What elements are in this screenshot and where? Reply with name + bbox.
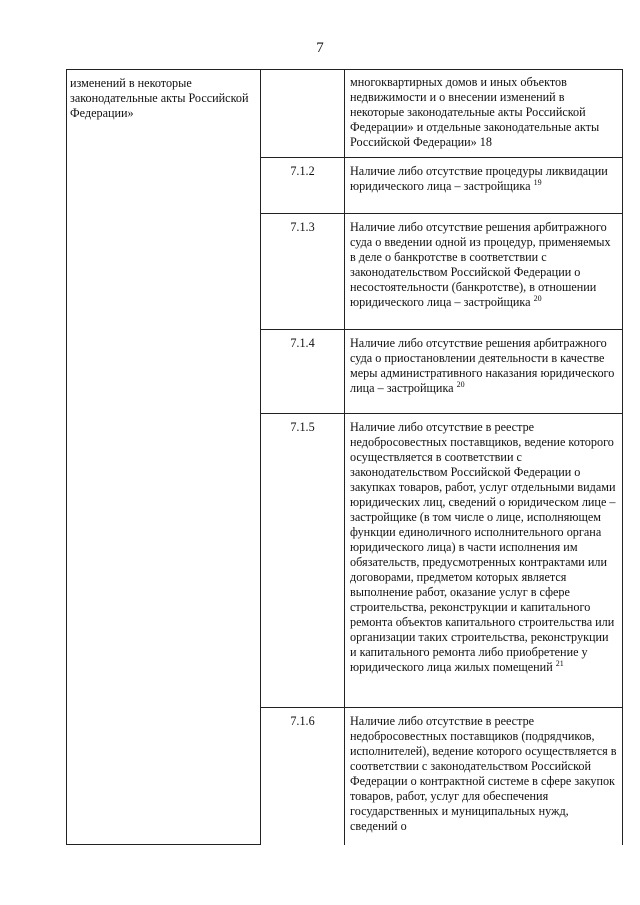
- item-text-cell: [345, 330, 623, 414]
- item-text-cell: [345, 158, 623, 214]
- item-number: 7.1.5: [261, 414, 345, 708]
- item-text: Наличие либо отсутствие процедуры ликвидации юридического лица – застройщика: [350, 164, 608, 193]
- item-text: Наличие либо отсутствие в реестре недобросовестных поставщиков (подрядчиков, исполнителей), ведение которого осуществляется в соответствии с законодательством Российской Федерации о контрактной системе в сфере закупок товаров, работ, услуг для обеспечения государственных и муниципальных нужд, сведений о: [350, 714, 617, 833]
- footnote-ref: 20: [456, 379, 465, 389]
- item-text-cell: [345, 70, 623, 158]
- item-text: Наличие либо отсутствие в реестре недобросовестных поставщиков, ведение которого осуществляется в соответствии с законодательством Российской Федерации о закупках товаров, работ, услуг отдельными видами юридических лиц, сведений о юридическом лице – застройщике (в том числе о лице, исполняющем функции единоличного исполнительного органа юридического лица) в части исполнения им обязательств, предусмотренных контрактами или договорами, предметом которых является выполнение работ, оказание услуг в сфере строительства, реконструкции и капитального ремонта объектов капитального строительства или организации таких строительства, реконструкции и капитального ремонта либо приобретение у юридического лица жилых помещений: [350, 420, 616, 674]
- item-number: 7.1.6: [261, 708, 345, 845]
- page-number: 7: [316, 40, 324, 56]
- item-text: многоквартирных домов и иных объектов недвижимости и о внесении изменений в некоторые законодательные акты Российской Федерации» и отдельные законодательные акты Российской Федерации» 18: [350, 75, 600, 149]
- item-number: 7.1.3: [261, 214, 345, 330]
- left-column-cell: [67, 70, 261, 845]
- footnote-ref: 19: [533, 177, 542, 187]
- item-number: [261, 70, 345, 158]
- footnote-ref: 20: [533, 293, 542, 303]
- footnote-ref: 21: [555, 658, 564, 668]
- item-text-cell: [345, 414, 623, 708]
- item-text-cell: [345, 214, 623, 330]
- item-number: 7.1.2: [261, 158, 345, 214]
- item-text-cell: [345, 708, 623, 845]
- item-text: Наличие либо отсутствие решения арбитражного суда о введении одной из процедур, применяемых в деле о банкротстве в соответствии с законодательством Российской Федерации о несостоятельности (банкротстве), в отношении юридического лица – застройщика: [350, 220, 611, 309]
- item-text: Наличие либо отсутствие решения арбитражного суда о приостановлении деятельности в качестве меры административного наказания юридического лица – застройщика: [350, 336, 615, 395]
- item-number: 7.1.4: [261, 330, 345, 414]
- left-column-text: изменений в некоторые законодательные акты Российской Федерации»: [70, 76, 249, 120]
- table-row: [67, 70, 623, 158]
- requirements-table: [66, 69, 623, 845]
